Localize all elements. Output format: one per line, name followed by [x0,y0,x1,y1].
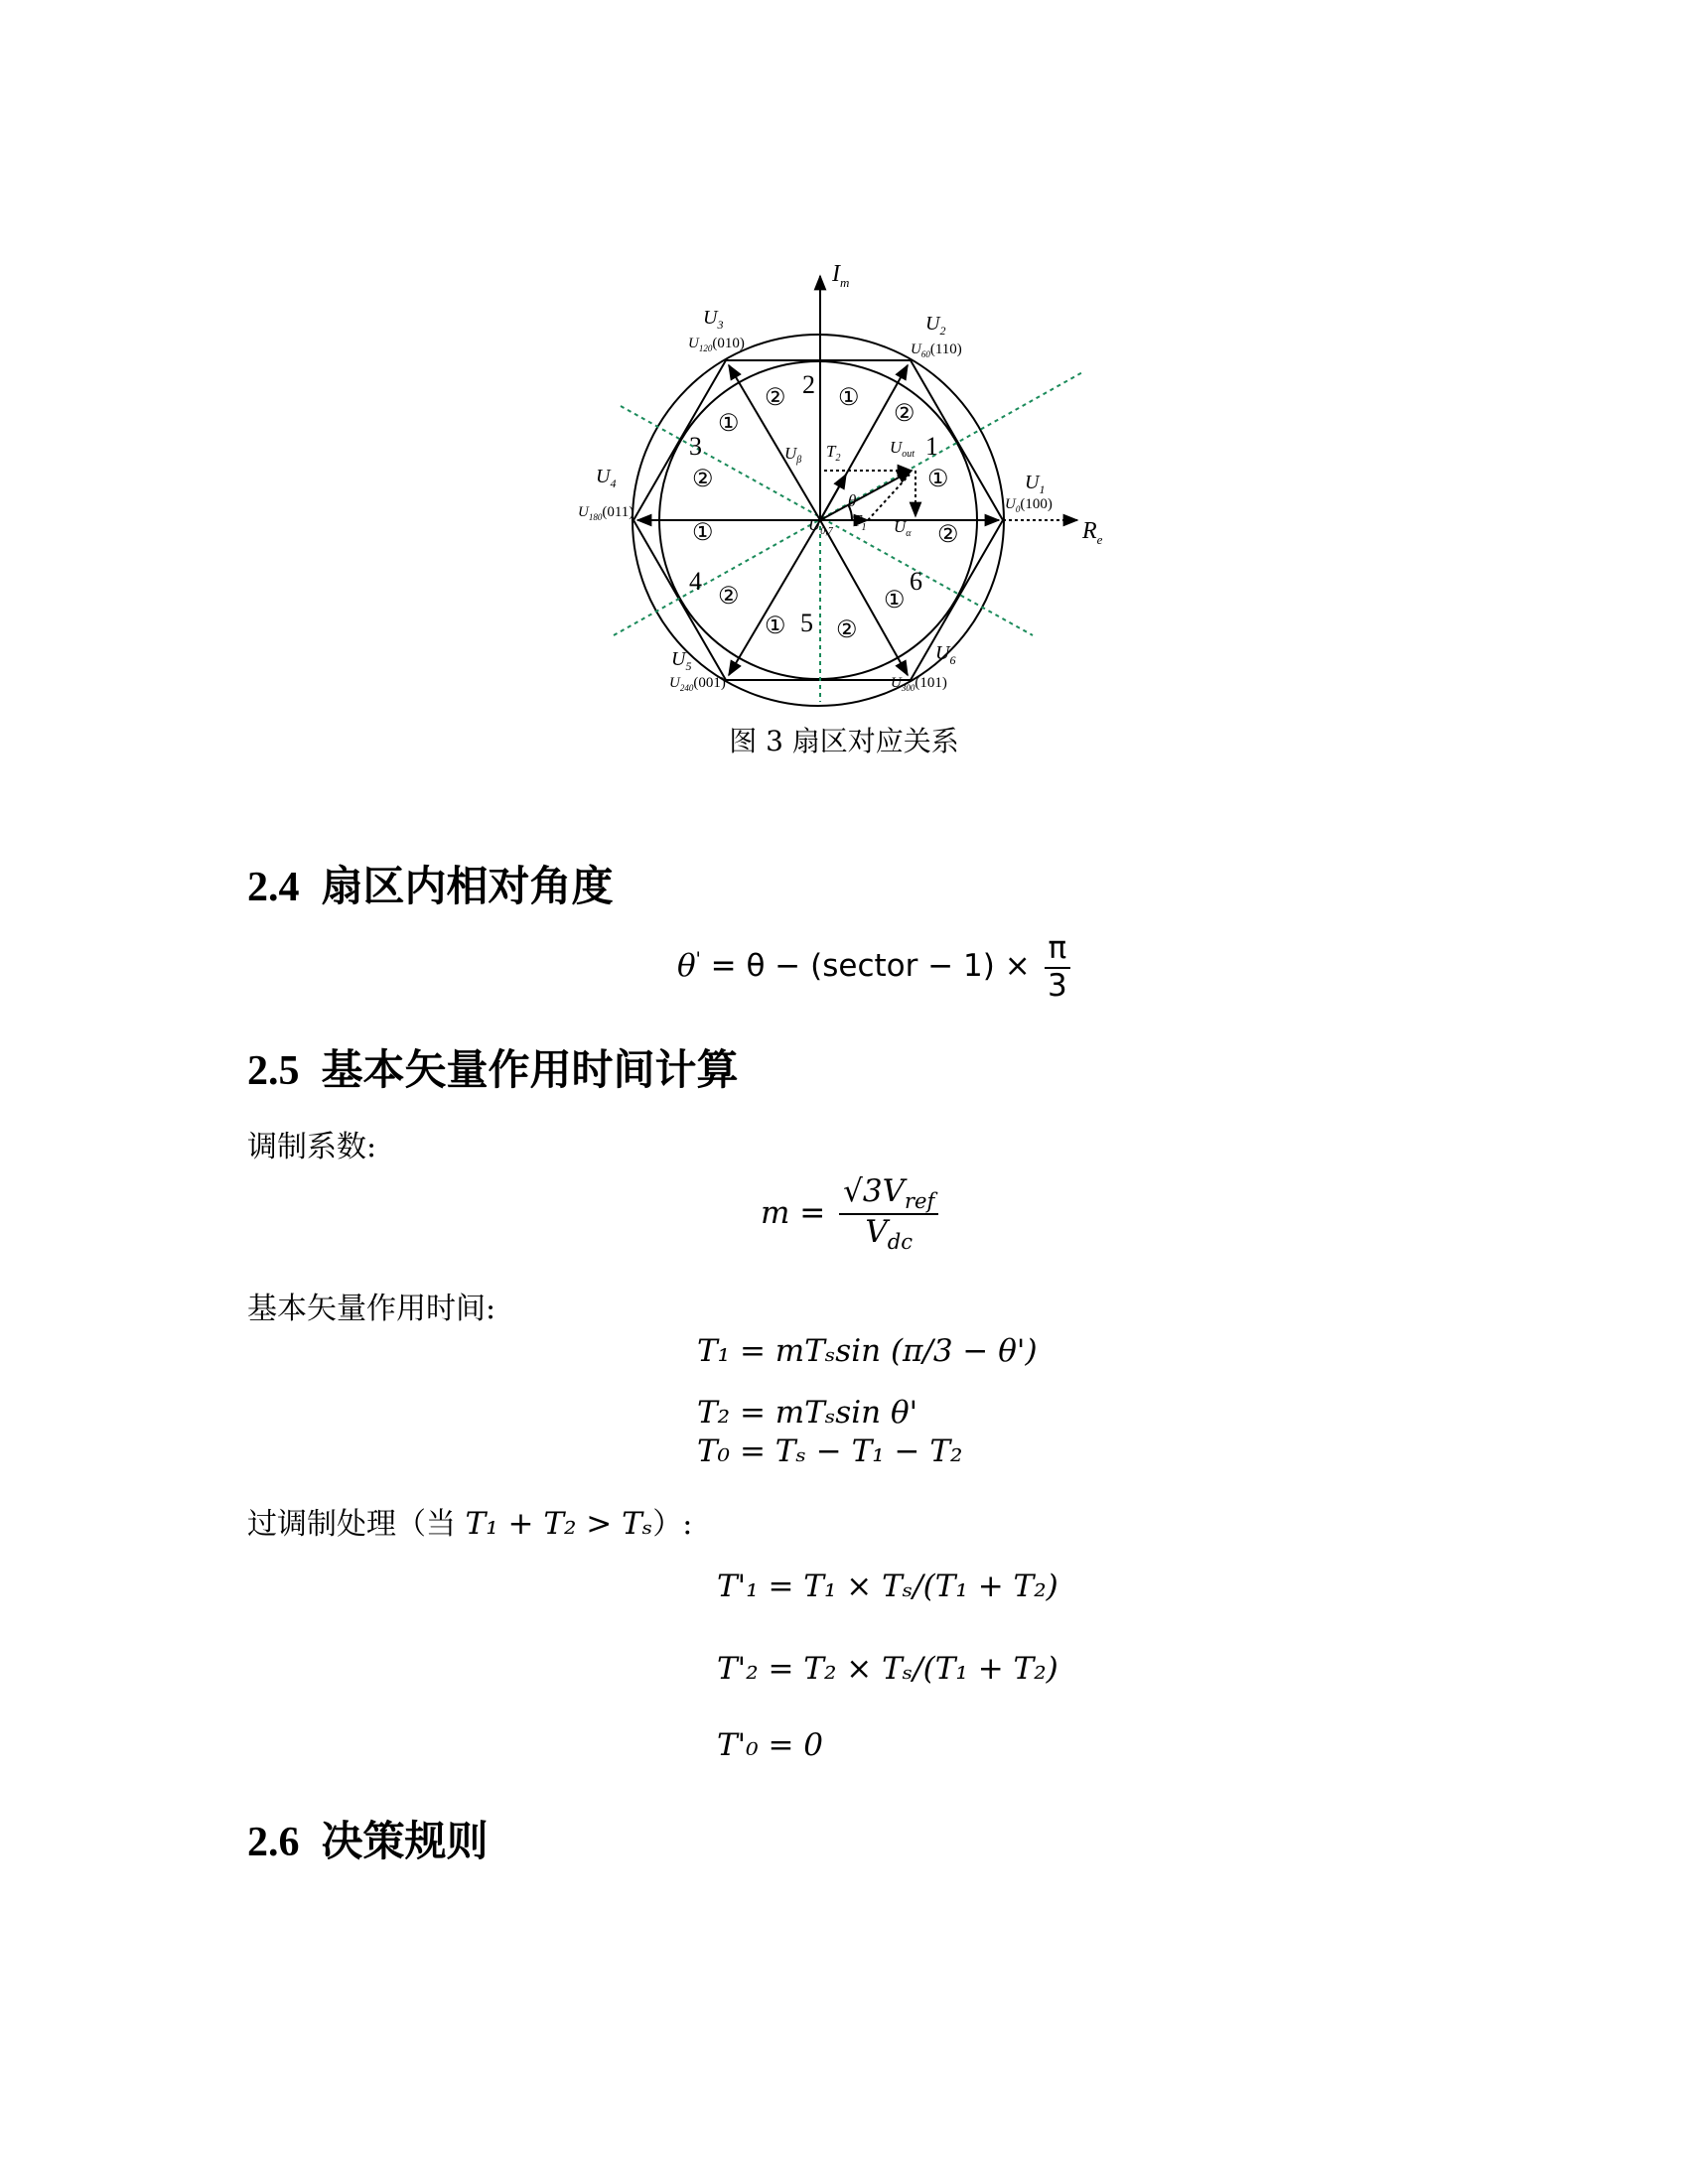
figure-caption: 图 3 扇区对应关系 [729,725,959,757]
sector-number-2: 2 [802,370,815,399]
section-title: 扇区内相对角度 [321,862,614,910]
label-u1: $U_1$ [1025,472,1046,496]
vector-u5 [729,520,820,675]
re-axis-label: $R_e$ [1082,518,1103,547]
label-u-beta: $U_\beta$ [784,444,802,466]
label-u3-full: $U_{120}(010)$ [688,336,745,353]
circled-2: ② [894,401,915,427]
label-u5-full: $U_{240}(001)$ [669,675,726,693]
section-heading-2-4 [247,854,614,913]
im-axis-label: $I_m$ [832,261,850,290]
label-t2: $T_2$ [826,442,841,464]
overmodulation-condition: T₁ + T₂ > Tₛ [465,1506,653,1542]
circled-1: ① [692,520,714,546]
equation-t0-prime: T'₀ = 0 [717,1727,824,1763]
label-u1-full: $U_0(100)$ [1005,496,1053,514]
label-u-alpha: $U_\alpha$ [894,517,912,539]
label-u4: $U_4$ [596,466,617,490]
section-heading-2-6 [247,1809,489,1868]
circled-1: ① [884,588,906,614]
overmodulation-label: 过调制处理（当 T₁ + T₂ > Tₛ）: [247,1506,693,1542]
sector-number-5: 5 [800,609,813,637]
section-title: 决策规则 [321,1817,489,1865]
circled-2: ② [937,522,959,548]
label-u3: $U_3$ [703,307,724,332]
t1-to-uout-dotted [868,475,910,520]
sector-number-1: 1 [925,432,938,461]
equation-t1: T₁ = mTₛsin (π/3 − θ') [697,1333,1038,1369]
equation-t2-prime: T'₂ = T₂ × Tₛ/(T₁ + T₂) [717,1651,1058,1687]
label-u-out: $U_{out}$ [890,438,915,460]
circled-1: ① [927,467,949,492]
circled-2: ② [692,467,714,492]
equation-t2: T₂ = mTₛsin θ' [697,1395,918,1431]
sector-boundary-lines [614,328,1084,702]
equation-relative-angle: θ' = θ − (sector − 1) × $\frac{\pi}{3}$ [677,931,1074,1004]
label-u2-full: $U_{60}(110)$ [911,341,962,359]
section-number: 2.6 [247,1820,300,1865]
sector-number-6: 6 [910,567,922,596]
section-number: 2.5 [247,1048,300,1094]
equation-t0: T₀ = Tₛ − T₁ − T₂ [697,1433,963,1469]
circled-1: ① [718,411,740,437]
label-u5: $U_5$ [671,648,692,673]
sector-number-4: 4 [689,567,702,596]
label-u07: $U_{0,7}$ [808,515,833,537]
sector-number-3: 3 [689,432,702,461]
label-t1: $T_1$ [852,511,867,533]
vector-time-label: 基本矢量作用时间: [247,1292,496,1326]
circled-1: ① [838,385,860,411]
circled-2: ② [718,584,740,610]
modulation-label: 调制系数: [247,1130,377,1164]
equation-t1-prime: T'₁ = T₁ × Tₛ/(T₁ + T₂) [717,1569,1058,1604]
label-u6: $U_6$ [935,642,956,667]
svm-sector-diagram [566,248,1122,715]
section-title: 基本矢量作用时间计算 [321,1045,739,1094]
section-number: 2.4 [247,865,300,910]
equation-modulation-index: m = $\frac{√3V_{ref}}{V_{dc}}$ [761,1174,942,1255]
circled-1: ① [765,614,786,639]
label-u2: $U_2$ [925,313,946,338]
circled-2: ② [765,385,786,411]
label-u6-full: $U_{300}(101)$ [891,675,947,693]
circled-2: ② [836,617,858,643]
label-theta: θ [848,491,857,510]
section-heading-2-5 [247,1037,739,1097]
label-u4-full: $U_{180}(011)$ [578,504,634,522]
